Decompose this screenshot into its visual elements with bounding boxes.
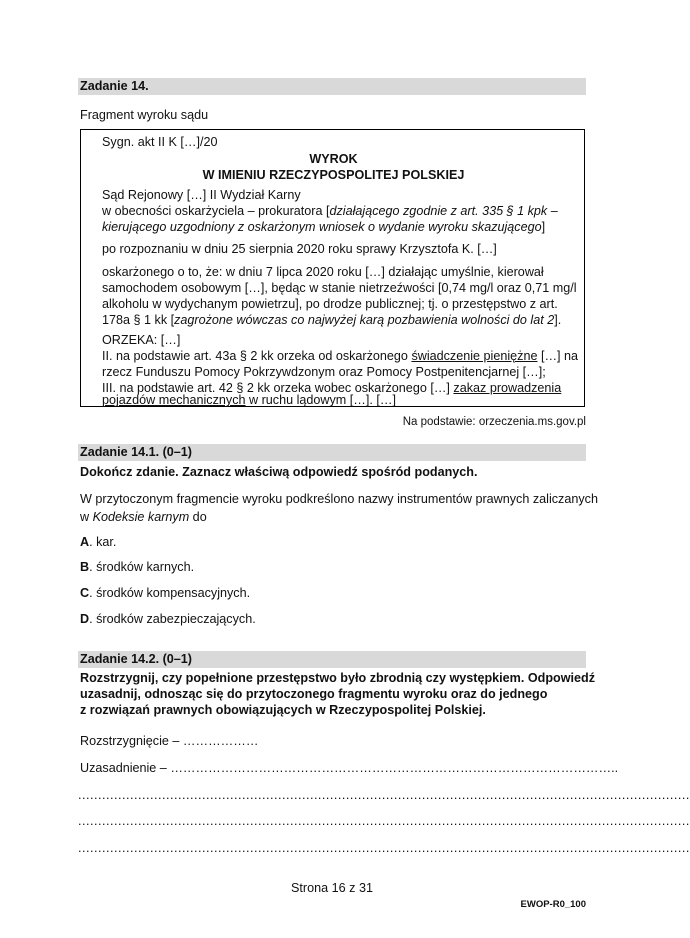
option-d[interactable]: D. środków zabezpieczających. <box>80 612 256 626</box>
verdict-line: III. na podstawie art. 42 § 2 kk orzeka wobec oskarżonego […] zakaz prowadzenia <box>102 381 562 395</box>
task-14-1-instruction: Dokończ zdanie. Zaznacz właściwą odpowiedź spośród podanych. <box>80 465 478 479</box>
task-14-2-instruction: uzasadnij, odnosząc się do przytoczonego fragmentu wyroku oraz do jednego <box>80 687 548 701</box>
option-a[interactable]: A. kar. <box>80 535 117 549</box>
task-14-header: Zadanie 14. <box>78 78 586 95</box>
verdict-line: rzecz Funduszu Pomocy Pokrzywdzonym oraz Pomocy Postpenitencjarnej […]; <box>102 365 546 379</box>
exam-code: EWOP-R0_100 <box>520 899 586 910</box>
case-signature: Sygn. akt II K […]/20 <box>102 135 218 149</box>
verdict-line: pojazdów mechanicznych w ruchu lądowym […]. […] <box>102 393 396 407</box>
decision-answer-field[interactable]: Rozstrzygnięcie – ……………… <box>80 734 259 748</box>
verdict-line: II. na podstawie art. 43a § 2 kk orzeka od oskarżonego świadczenie pieniężne […] na <box>102 349 579 363</box>
verdict-line: alkoholu w wydychanym powietrzu], po drodze publicznej; tj. o przestępstwo z art. <box>102 297 558 311</box>
verdict-line: Sąd Rejonowy […] II Wydział Karny <box>102 188 301 202</box>
option-c[interactable]: C. środków kompensacyjnych. <box>80 586 251 600</box>
verdict-line: w obecności oskarżyciela – prokuratora [działającego zgodnie z art. 335 § 1 kpk – <box>102 204 558 218</box>
answer-dotted-line[interactable]: ......................................................................................................................................................... <box>78 814 690 828</box>
task-14-1-question: W przytoczonym fragmencie wyroku podkreślono nazwy instrumentów prawnych zaliczanych <box>80 492 598 506</box>
option-b[interactable]: B. środków karnych. <box>80 560 195 574</box>
verdict-line: oskarżonego o to, że: w dniu 7 lipca 2020 roku […] działając umyślnie, kierował <box>102 265 544 279</box>
underlined-term: zakaz prowadzenia <box>453 381 562 395</box>
task-14-2-header: Zadanie 14.2. (0–1) <box>78 651 586 668</box>
task-14-1-question-cont: w Kodeksie karnym do <box>80 510 207 524</box>
source-note: Na podstawie: orzeczenia.ms.gov.pl <box>402 416 586 428</box>
underlined-term: świadczenie pieniężne <box>411 349 538 363</box>
task-14-2-instruction: Rozstrzygnij, czy popełnione przestępstwo było zbrodnią czy występkiem. Odpowiedź <box>80 671 596 685</box>
task-14-2-instruction: z rozwiązań prawnych obowiązujących w Rzeczypospolitej Polskiej. <box>80 703 486 717</box>
underlined-term: pojazdów mechanicznych <box>102 393 246 407</box>
verdict-line: ORZEKA: […] <box>102 333 181 347</box>
verdict-line: kierującego uzgodniony z oskarżonym wniosek o wydanie wyroku skazującego] <box>102 220 546 234</box>
verdict-title: WYROK <box>309 152 358 166</box>
task-14-1-header: Zadanie 14.1. (0–1) <box>78 444 586 461</box>
verdict-line: po rozpoznaniu w dniu 25 sierpnia 2020 roku sprawy Krzysztofa K. […] <box>102 242 497 256</box>
verdict-box <box>80 129 585 407</box>
verdict-subtitle: W IMIENIU RZECZYPOSPOLITEJ POLSKIEJ <box>202 168 465 182</box>
justification-answer-field[interactable]: Uzasadnienie – …………………………………………………………………………………………….. <box>80 761 619 775</box>
verdict-line: 178a § 1 kk [zagrożone wówczas co najwyżej karą pozbawienia wolności do lat 2]. <box>102 313 562 327</box>
answer-dotted-line[interactable]: ......................................................................................................................................................... <box>78 841 690 855</box>
answer-dotted-line[interactable]: ......................................................................................................................................................... <box>78 788 690 802</box>
verdict-line: samochodem osobowym […], będąc w stanie nietrzeźwości [0,74 mg/l oraz 0,71 mg/l <box>102 281 577 295</box>
page-number: Strona 16 z 31 <box>291 881 373 895</box>
task-14-intro: Fragment wyroku sądu <box>80 108 209 122</box>
